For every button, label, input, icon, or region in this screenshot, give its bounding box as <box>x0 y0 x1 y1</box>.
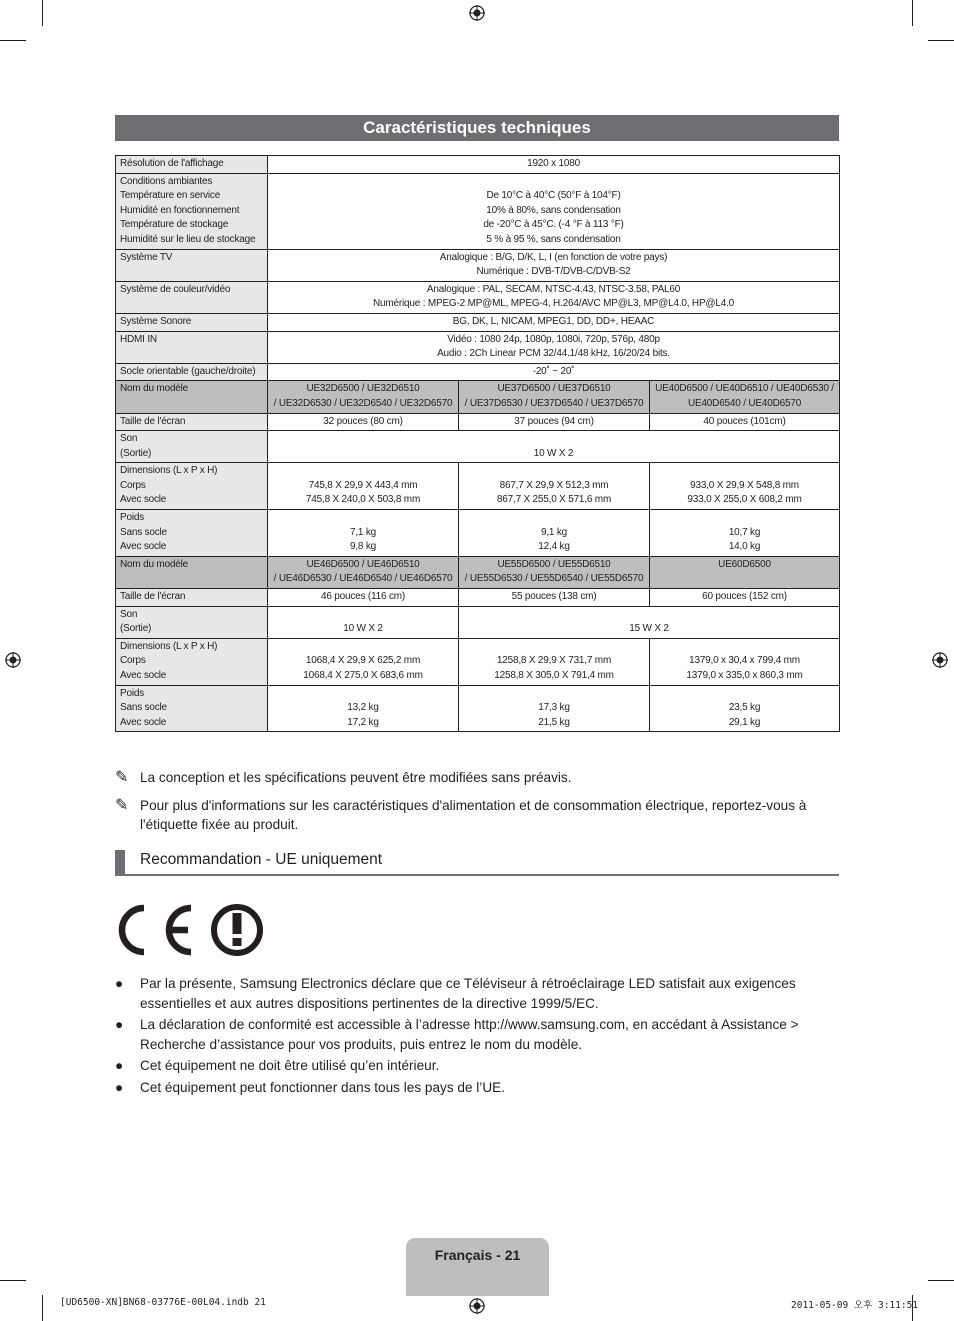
row-label-line: Système Sonore <box>120 315 192 327</box>
row-label-line: Corps <box>120 655 146 667</box>
table-cell <box>268 510 459 557</box>
table-cell <box>650 556 840 588</box>
cell-line: 60 pouces (152 cm) <box>702 591 787 603</box>
row-label-line: (Sortie) <box>120 623 152 635</box>
cell-line: 933,0 X 255,0 X 608,2 mm <box>687 494 802 506</box>
table-cell <box>459 413 650 431</box>
table-cell <box>459 381 650 413</box>
row-label-line: Sans socle <box>120 702 167 714</box>
table-cell <box>268 413 459 431</box>
cell-line: 1258,8 X 305,0 X 791,4 mm <box>494 670 614 681</box>
cell-line: 7,1 kg <box>349 526 377 538</box>
notes <box>115 768 843 843</box>
table-row <box>116 556 840 588</box>
row-label-line: Avec socle <box>120 716 167 728</box>
table-row <box>116 638 840 685</box>
table-row <box>116 381 840 413</box>
cell-line: -20˚ ~ 20˚ <box>532 365 575 377</box>
cell-line: 1068,4 X 29,9 X 625,2 mm <box>305 655 421 667</box>
cell-line: Audio : 2Ch Linear PCM 32/44.1/48 kHz, 16/20/24 bits. <box>437 348 670 360</box>
row-label-line: Sans socle <box>120 526 167 538</box>
row-label-line: HDMI IN <box>120 333 157 345</box>
row-label <box>116 638 268 685</box>
cell-line: 12,4 kg <box>538 541 570 553</box>
row-label <box>116 510 268 557</box>
row-label-line: Température en service <box>120 190 221 202</box>
table-cell <box>268 606 459 638</box>
row-label <box>116 313 268 331</box>
list-item-text: Cet équipement ne doit être utilisé qu’en intérieur. <box>140 1058 440 1073</box>
row-label-line: Conditions ambiantes <box>120 175 213 187</box>
note-text: La conception et les spécifications peuvent être modifiées sans préavis. <box>140 770 572 785</box>
row-label <box>116 589 268 607</box>
row-label-line: Socle orientable (gauche/droite) <box>120 365 256 377</box>
table-cell <box>268 313 840 331</box>
table-cell <box>459 556 650 588</box>
crop-mark <box>0 1280 26 1281</box>
compliance-logos <box>118 900 268 960</box>
table-cell <box>268 463 459 510</box>
table-row <box>116 510 840 557</box>
list-item <box>115 1015 843 1054</box>
table-cell <box>268 589 459 607</box>
cell-line: 10% à 80%, sans condensation <box>486 204 621 216</box>
table-row <box>116 249 840 281</box>
pencil-icon: ✎ <box>115 796 129 814</box>
cell-line: UE60D6500 <box>718 558 771 570</box>
list-item-text: La déclaration de conformité est accessible à l’adresse http://www.samsung.com, en accédant à Assistance > Recherche d’assistance pour vos produits, puis entrez le nom du modèle. <box>140 1017 799 1052</box>
cell-line: / UE32D6530 / UE32D6540 / UE32D6570 <box>273 397 453 409</box>
table-row <box>116 173 840 249</box>
cell-line: 21,5 kg <box>538 716 570 728</box>
cell-line: De 10°C à 40°C (50°F à 104°F) <box>486 190 621 202</box>
table-cell <box>268 381 459 413</box>
row-label-line: Avec socle <box>120 670 167 681</box>
registration-mark-icon <box>5 652 21 668</box>
row-label-line: Poids <box>120 687 145 699</box>
bullet-icon: ● <box>115 1017 124 1032</box>
cell-line: / UE55D6530 / UE55D6540 / UE55D6570 <box>464 573 644 585</box>
row-label-line: Température de stockage <box>120 219 229 231</box>
cell-line: 933,0 X 29,9 X 548,8 mm <box>690 479 799 491</box>
table-cell <box>268 156 840 174</box>
list-item <box>115 1078 843 1098</box>
row-label <box>116 173 268 249</box>
cell-line: 13,2 kg <box>347 702 379 714</box>
cell-line: Numérique : MPEG-2 MP@ML, MPEG-4, H.264/AVC MP@L3, MP@L4.0, HP@L4.0 <box>373 298 735 310</box>
cell-line: 745,8 X 240,0 X 503,8 mm <box>305 494 421 506</box>
ce-mark-icon <box>122 908 191 952</box>
cell-line: 55 pouces (138 cm) <box>511 591 597 603</box>
row-label <box>116 431 268 463</box>
table-cell <box>268 363 840 381</box>
crop-mark <box>912 0 913 26</box>
table-cell <box>268 173 840 249</box>
table-row <box>116 331 840 363</box>
row-label-line: Système TV <box>120 251 173 263</box>
cell-line: 37 pouces (94 cm) <box>514 415 594 427</box>
row-label <box>116 281 268 313</box>
cell-line: 15 W X 2 <box>629 623 669 635</box>
table-row <box>116 463 840 510</box>
table-cell <box>459 510 650 557</box>
cell-line: de -20°C à 45°C. (-4 °F à 113 °F) <box>483 219 624 231</box>
row-label-line: Avec socle <box>120 541 167 553</box>
cell-line: 14,0 kg <box>728 541 761 553</box>
cell-line: 745,8 X 29,9 X 443,4 mm <box>308 479 418 491</box>
bullet-icon: ● <box>115 1058 124 1073</box>
table-cell <box>650 381 840 413</box>
cell-line: 9,8 kg <box>349 541 377 553</box>
cell-line: 32 pouces (80 cm) <box>323 415 403 427</box>
cell-line: 46 pouces (116 cm) <box>320 591 406 603</box>
table-row <box>116 589 840 607</box>
footer-file: [UD6500-XN]BN68-03776E-00L04.indb 21 <box>60 1297 266 1308</box>
cell-line: UE40D6500 / UE40D6510 / UE40D6530 / <box>655 383 834 395</box>
section-heading-text: Recommandation - UE uniquement <box>140 851 383 868</box>
row-label <box>116 381 268 413</box>
row-label <box>116 413 268 431</box>
list-item-text: Cet équipement peut fonctionner dans tous les pays de l’UE. <box>140 1079 505 1095</box>
cell-line: 1920 x 1080 <box>527 158 580 169</box>
cell-line: 1379,0 x 335,0 x 860,3 mm <box>686 670 803 681</box>
table-cell <box>268 556 459 588</box>
cell-line: 17,3 kg <box>538 702 570 714</box>
cell-line: 23,5 kg <box>728 702 761 714</box>
bullet-list <box>115 974 843 1099</box>
cell-line: / UE46D6530 / UE46D6540 / UE46D6570 <box>273 573 453 585</box>
note-item <box>115 796 843 835</box>
row-label-line: Système de couleur/vidéo <box>120 283 231 295</box>
cell-line: 40 pouces (101cm) <box>703 415 786 427</box>
section-heading <box>115 850 839 876</box>
table-cell <box>268 249 840 281</box>
page-title: Caractéristiques techniques <box>115 115 839 141</box>
row-label <box>116 331 268 363</box>
table-row <box>116 431 840 463</box>
row-label <box>116 556 268 588</box>
table-row <box>116 281 840 313</box>
list-item-text: Par la présente, Samsung Electronics déclare que ce Téléviseur à rétroéclairage LED satisfait aux exigences essentielles et aux autres dispositions pertinentes de la directive 1999/5/EC. <box>140 976 796 1011</box>
cell-line: 1258,8 X 29,9 X 731,7 mm <box>496 655 612 667</box>
crop-mark <box>42 0 43 26</box>
cell-line: 1068,4 X 275,0 X 683,6 mm <box>303 670 423 681</box>
table-cell <box>650 463 840 510</box>
list-item <box>115 974 843 1013</box>
row-label-line: Humidité sur le lieu de stockage <box>120 233 256 245</box>
table-cell <box>650 638 840 685</box>
table-cell <box>268 685 459 732</box>
row-label <box>116 463 268 510</box>
row-label-line: Avec socle <box>120 494 167 506</box>
cell-line: 10,7 kg <box>728 526 761 538</box>
table-row <box>116 363 840 381</box>
row-label-line: Corps <box>120 479 146 491</box>
row-label-line: Poids <box>120 512 145 524</box>
cell-line: 1379,0 x 30,4 x 799,4 mm <box>689 655 800 667</box>
table-cell <box>650 413 840 431</box>
note-item <box>115 768 843 788</box>
table-cell <box>459 463 650 510</box>
table-cell <box>459 638 650 685</box>
page-number: Français - 21 <box>406 1238 549 1296</box>
row-label-line: Dimensions (L x P x H) <box>120 640 218 652</box>
row-label <box>116 685 268 732</box>
table-cell <box>268 638 459 685</box>
row-label-line: Nom du modèle <box>120 558 188 570</box>
bullet-icon: ● <box>115 1079 124 1095</box>
crop-mark <box>0 40 26 41</box>
cell-line: 867,7 X 29,9 X 512,3 mm <box>499 479 609 491</box>
cell-line: 17,2 kg <box>347 716 379 728</box>
table-cell <box>459 606 840 638</box>
cell-line: 10 W X 2 <box>533 447 574 459</box>
registration-mark-icon <box>932 652 948 668</box>
row-label-line: Taille de l'écran <box>120 591 186 603</box>
table-cell <box>650 589 840 607</box>
cell-line: Analogique : PAL, SECAM, NTSC-4.43, NTSC-3.58, PAL60 <box>426 283 681 295</box>
registration-mark-icon <box>469 1298 485 1314</box>
table-cell <box>268 431 840 463</box>
alert-circle-icon <box>214 907 260 953</box>
cell-line: 29,1 kg <box>728 716 761 728</box>
row-label <box>116 363 268 381</box>
list-item <box>115 1056 843 1076</box>
row-label-line: Nom du modèle <box>120 383 188 395</box>
bullet-icon: ● <box>115 976 124 991</box>
cell-line: UE37D6500 / UE37D6510 <box>497 383 611 395</box>
row-label-line: Humidité en fonctionnement <box>120 204 240 216</box>
pencil-icon: ✎ <box>115 769 129 786</box>
cell-line: Analogique : B/G, D/K, L, I (en fonction de votre pays) <box>439 251 668 263</box>
row-label-line: (Sortie) <box>120 447 152 459</box>
row-label-line: Résolution de l'affichage <box>120 158 224 169</box>
cell-line: 5 % à 95 %, sans condensation <box>486 233 621 245</box>
row-label <box>116 156 268 174</box>
cell-line: / UE37D6530 / UE37D6540 / UE37D6570 <box>464 397 644 409</box>
row-label-line: Dimensions (L x P x H) <box>120 465 218 477</box>
row-label <box>116 606 268 638</box>
table-row <box>116 156 840 174</box>
crop-mark <box>928 40 954 41</box>
table-cell <box>459 685 650 732</box>
cell-line: UE40D6540 / UE40D6570 <box>687 397 802 409</box>
registration-mark-icon <box>469 5 485 21</box>
footer-timestamp: 2011-05-09 오후 3:11:51 <box>791 1300 919 1311</box>
table-row <box>116 413 840 431</box>
row-label-line: Taille de l'écran <box>120 415 186 427</box>
table-cell <box>268 331 840 363</box>
cell-line: 9,1 kg <box>540 526 568 538</box>
cell-line: UE46D6500 / UE46D6510 <box>306 558 420 570</box>
heading-marker <box>115 850 125 874</box>
row-label-line: Son <box>120 608 138 620</box>
cell-line: 10 W X 2 <box>343 623 383 635</box>
cell-line: UE32D6500 / UE32D6510 <box>306 383 420 395</box>
cell-line: BG, DK, L, NICAM, MPEG1, DD, DD+, HEAAC <box>452 315 655 327</box>
row-label-line: Son <box>120 433 138 445</box>
table-row <box>116 606 840 638</box>
spec-table <box>115 155 840 732</box>
note-text: Pour plus d'informations sur les caractéristiques d'alimentation et de consommation électrique, reportez-vous à l'étiquette fixée au produit. <box>140 797 807 832</box>
table-cell <box>650 685 840 732</box>
cell-line: Vidéo : 1080 24p, 1080p, 1080i, 720p, 576p, 480p <box>447 333 660 345</box>
cell-line: Numérique : DVB-T/DVB-C/DVB-S2 <box>476 266 631 278</box>
table-cell <box>650 510 840 557</box>
table-row <box>116 685 840 732</box>
cell-line: UE55D6500 / UE55D6510 <box>497 558 611 570</box>
cell-line: 867,7 X 255,0 X 571,6 mm <box>496 494 612 506</box>
table-row <box>116 313 840 331</box>
crop-mark <box>42 1295 43 1321</box>
crop-mark <box>928 1280 954 1281</box>
table-cell <box>459 589 650 607</box>
row-label <box>116 249 268 281</box>
table-cell <box>268 281 840 313</box>
